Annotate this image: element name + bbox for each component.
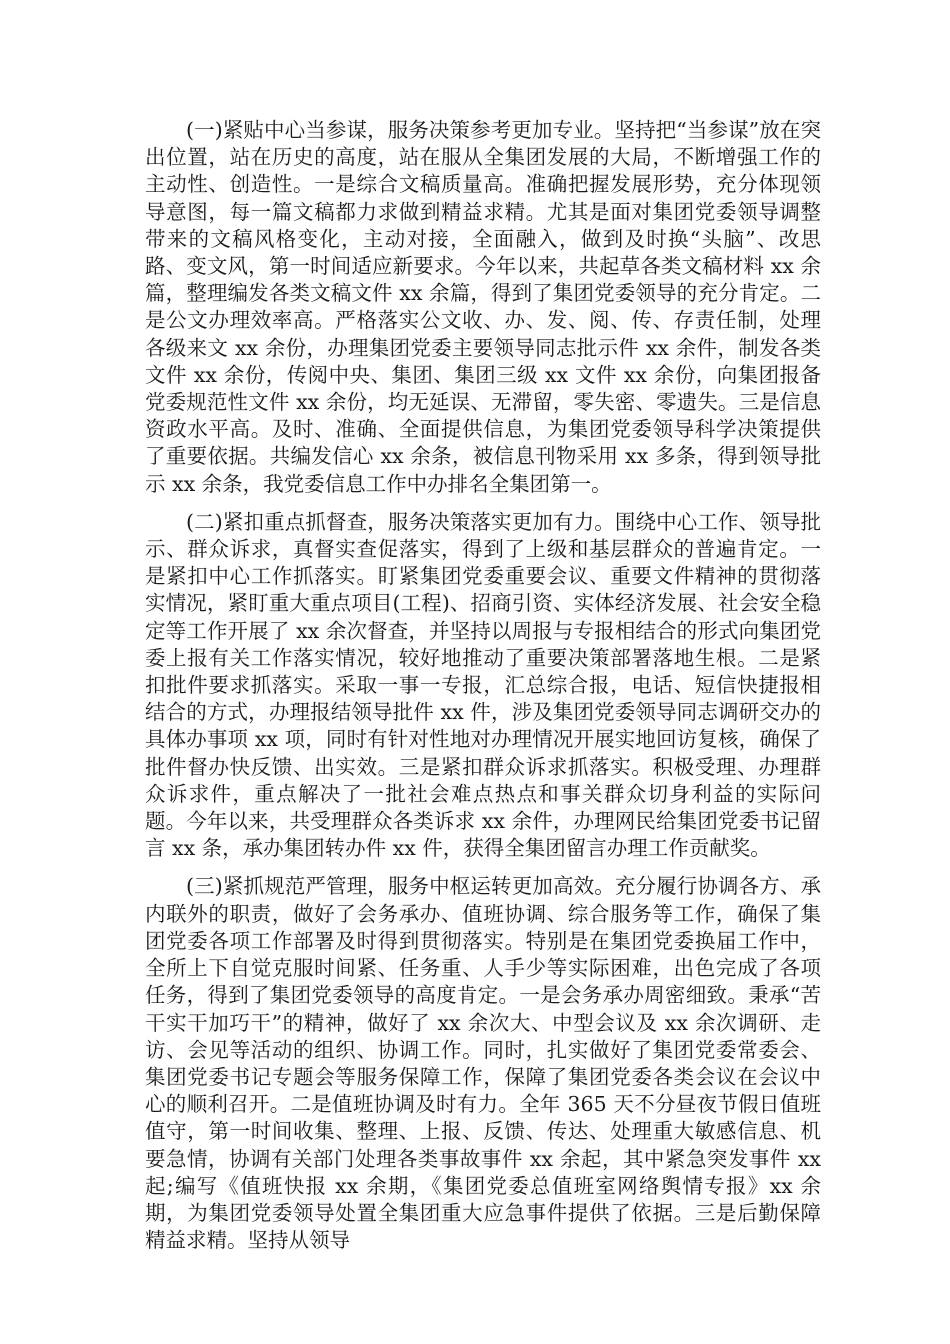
paragraph-operations-management: (三)紧抓规范严管理，服务中枢运转更加高效。充分履行协调各方、承内联外的职责，做好了会务承办、值班协调、综合服务等工作，确保了集团党委各项工作部署及时得到贯彻落实。特别是在集团党委换届工作中，全所上下自觉克服时间紧、任务重、人手少等实际困难，出色完成了各项任务，得到了集团党委领导的高度肯定。一是会务承办周密细致。秉承“苦干实干加巧干”的精神，做好了 xx 余次大、中型会议及 xx 余次调研、走访、会见等活动的组织、协调工作。同时，扎实做好了集团党委常委会、集团党委书记专题会等服务保障工作，保障了集团党委各类会议在会议中心的顺利召开。二是值班协调及时有力。全年 365 天不分昼夜节假日值班值守，第一时间收集、整理、上报、反馈、传达、处理重大敏感信息、机要急情，协调有关部门处理各类事故事件 xx 余起，其中紧急突发事件 xx 起;编写《值班快报 xx 余期，《集团党委总值班室网络舆情专报》xx 余期，为集团党委领导处置全集团重大应急事件提供了依据。三是后勤保障精益求精。坚持从领导 xyxy=(145,874,821,1253)
paragraph-supervision-advisory: (一)紧贴中心当参谋，服务决策参考更加专业。坚持把“当参谋”放在突出位置，站在历史的高度，站在服从全集团发展的大局，不断增强工作的主动性、创造性。一是综合文稿质量高。准确把握发展形势，充分体现领导意图，每一篇文稿都力求做到精益求精。尤其是面对集团党委领导调整带来的文稿风格变化，主动对接，全面融入，做到及时换“头脑”、改思路、变文风，第一时间适应新要求。今年以来，共起草各类文稿材料 xx 余篇，整理编发各类文稿文件 xx 余篇，得到了集团党委领导的充分肯定。二是公文办理效率高。严格落实公文收、办、发、阅、传、存责任制，处理各级来文 xx 余份，办理集团党委主要领导同志批示件 xx 余件，制发各类文件 xx 余份，传阅中央、集团、集团三级 xx 文件 xx 余份，向集团报备党委规范性文件 xx 余份，均无延误、无滞留，零失密、零遗失。三是信息资政水平高。及时、准确、全面提供信息，为集团党委领导科学决策提供了重要依据。共编发信心 xx 余条，被信息刊物采用 xx 多条，得到领导批示 xx 余条，我党委信息工作中办排名全集团第一。 xyxy=(145,118,821,496)
paragraph-supervision-inspection: (二)紧扣重点抓督查，服务决策落实更加有力。围绕中心工作、领导批示、群众诉求，真督实查促落实，得到了上级和基层群众的普遍肯定。一是紧扣中心工作抓落实。盯紧集团党委重要会议、重要文件精神的贯彻落实情况，紧盯重大重点项目(工程)、招商引资、实体经济发展、社会安全稳定等工作开展了 xx 余次督查，并坚持以周报与专报相结合的形式向集团党委上报有关工作落实情况，较好地推动了重要决策部署落地生根。二是紧扣批件要求抓落实。采取一事一专报，汇总综合报，电话、短信快捷报相结合的方式，办理报结领导批件 xx 件，涉及集团党委领导同志调研交办的具体办事项 xx 项，同时有针对性地对办理情况开展实地回访复核，确保了批件督办快反馈、出实效。三是紧扣群众诉求抓落实。积极受理、办理群众诉求件，重点解决了一批社会难点热点和事关群众切身利益的实际问题。今年以来，共受理群众各类诉求 xx 余件，办理网民给集团党委书记留言 xx 条，承办集团转办件 xx 件，获得全集团留言办理工作贡献奖。 xyxy=(145,509,821,861)
document-body xyxy=(145,117,821,1265)
